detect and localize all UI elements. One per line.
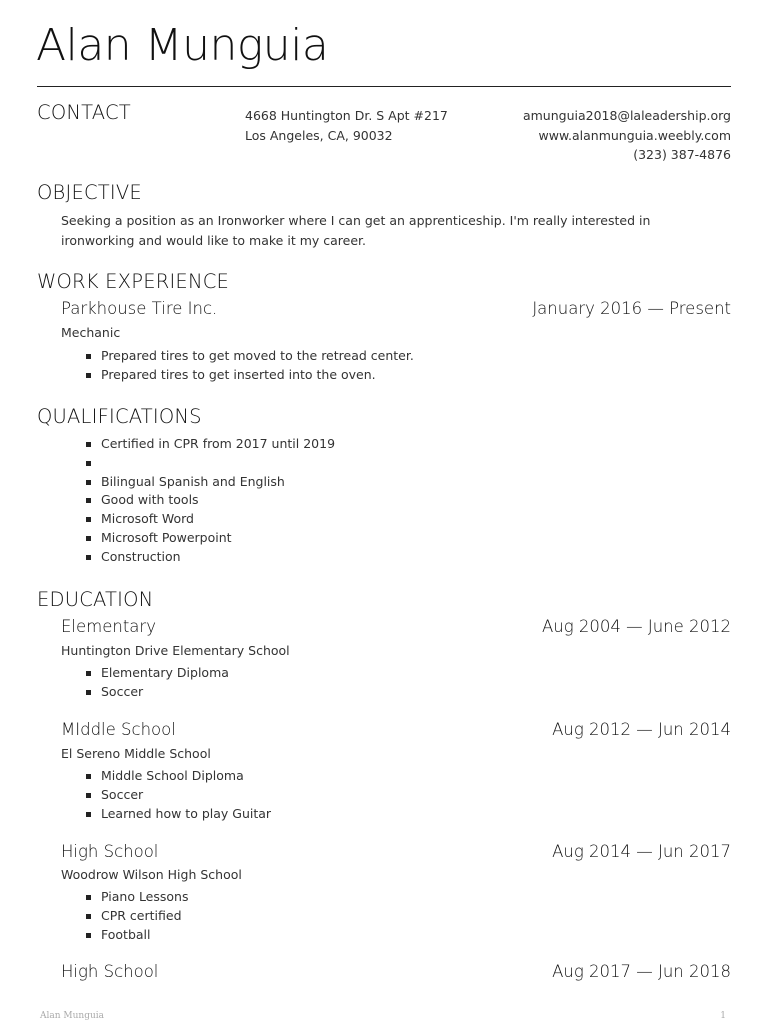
address-line-1: 4668 Huntington Dr. S Apt #217 bbox=[245, 108, 448, 123]
school-title: MIddle School bbox=[61, 720, 176, 739]
objective-text: Seeking a position as an Ironworker where I can get an apprenticeship. I'm really interested in ironworking and would like to make it my career. bbox=[61, 213, 651, 248]
list-item-text: Soccer bbox=[101, 683, 144, 699]
bullet-square-icon bbox=[86, 480, 91, 485]
bullet-square-icon bbox=[86, 555, 91, 560]
list-item bbox=[86, 786, 271, 805]
bullet-square-icon bbox=[86, 812, 91, 817]
qualifications-list bbox=[86, 435, 335, 567]
list-item bbox=[86, 510, 335, 529]
school-dates: Aug 2012 — Jun 2014 bbox=[552, 720, 731, 739]
qualifications-heading: QUALIFICATIONS bbox=[37, 405, 202, 428]
list-item-text: Learned how to play Guitar bbox=[101, 805, 272, 821]
bullet-square-icon bbox=[86, 373, 91, 378]
list-item-text: Middle School Diploma bbox=[101, 768, 244, 783]
school-bullets bbox=[86, 767, 271, 823]
bullet-square-icon bbox=[86, 933, 91, 938]
education-heading: EDUCATION bbox=[37, 588, 154, 611]
bullet-square-icon bbox=[86, 671, 91, 676]
list-item bbox=[86, 805, 271, 824]
school-name: Woodrow Wilson High School bbox=[61, 867, 242, 882]
contact-details bbox=[523, 106, 731, 165]
resume-name: Alan Munguia bbox=[36, 20, 329, 71]
list-item bbox=[86, 907, 188, 926]
list-item-text: Elementary Diploma bbox=[101, 665, 229, 680]
bullet-square-icon bbox=[86, 793, 91, 798]
bullet-square-icon bbox=[86, 690, 91, 695]
list-item bbox=[86, 664, 229, 683]
job-role: Mechanic bbox=[61, 325, 121, 340]
list-item-text: Construction bbox=[101, 548, 181, 564]
school-name: Huntington Drive Elementary School bbox=[61, 643, 290, 658]
bullet-square-icon bbox=[86, 895, 91, 900]
list-item-text: Prepared tires to get moved to the retread center. bbox=[101, 348, 414, 363]
list-item-text: Bilingual Spanish and English bbox=[101, 473, 285, 489]
school-title: High School bbox=[61, 962, 159, 981]
objective-heading: OBJECTIVE bbox=[37, 181, 142, 204]
contact-address bbox=[245, 106, 448, 145]
job-title: Parkhouse Tire Inc. bbox=[61, 299, 218, 318]
list-item-text: Microsoft Word bbox=[101, 511, 194, 527]
bullet-square-icon bbox=[86, 517, 91, 522]
job-bullets bbox=[86, 347, 414, 385]
work-experience-heading: WORK EXPERIENCE bbox=[37, 270, 230, 293]
list-item-text: Microsoft Powerpoint bbox=[101, 529, 232, 545]
list-item-text: Soccer bbox=[101, 786, 144, 802]
list-item-text: Prepared tires to get inserted into the oven. bbox=[101, 366, 376, 382]
list-item bbox=[86, 454, 335, 473]
list-item bbox=[86, 767, 271, 786]
bullet-square-icon bbox=[86, 914, 91, 919]
job-dates: January 2016 — Present bbox=[532, 299, 731, 318]
list-item-text: CPR certified bbox=[101, 907, 182, 923]
list-item bbox=[86, 926, 188, 945]
bullet-square-icon bbox=[86, 774, 91, 779]
school-bullets bbox=[86, 888, 188, 944]
list-item-text: Good with tools bbox=[101, 492, 199, 508]
list-item bbox=[86, 888, 188, 907]
list-item bbox=[86, 435, 335, 454]
bullet-square-icon bbox=[86, 461, 91, 466]
list-item bbox=[86, 366, 414, 385]
school-title: High School bbox=[61, 842, 159, 861]
bullet-square-icon bbox=[86, 442, 91, 447]
bullet-square-icon bbox=[86, 536, 91, 541]
bullet-square-icon bbox=[86, 354, 91, 359]
list-item-text: Piano Lessons bbox=[101, 889, 189, 904]
contact-heading: CONTACT bbox=[37, 101, 131, 124]
list-item-text: Football bbox=[101, 926, 151, 942]
school-title: Elementary bbox=[61, 617, 156, 636]
school-bullets bbox=[86, 664, 229, 702]
school-name: El Sereno Middle School bbox=[61, 746, 211, 761]
page-number: 1 bbox=[720, 1011, 726, 1021]
list-item bbox=[86, 491, 335, 510]
school-dates: Aug 2004 — June 2012 bbox=[541, 617, 731, 636]
list-item bbox=[86, 683, 229, 702]
list-item bbox=[86, 529, 335, 548]
contact-email[interactable]: amunguia2018@laleadership.org bbox=[522, 108, 731, 123]
address-line-2: Los Angeles, CA, 90032 bbox=[245, 127, 393, 143]
school-dates: Aug 2014 — Jun 2017 bbox=[552, 842, 731, 861]
list-item bbox=[86, 347, 414, 366]
contact-website[interactable]: www.alanmunguia.weebly.com bbox=[538, 127, 731, 143]
bullet-square-icon bbox=[86, 498, 91, 503]
school-dates: Aug 2017 — Jun 2018 bbox=[552, 962, 731, 981]
list-item bbox=[86, 548, 335, 567]
header-divider bbox=[37, 86, 731, 87]
footer-name: Alan Munguia bbox=[40, 1011, 105, 1021]
list-item bbox=[86, 473, 335, 492]
list-item-text: Certified in CPR from 2017 until 2019 bbox=[101, 436, 336, 451]
contact-phone: (323) 387-4876 bbox=[633, 147, 731, 162]
